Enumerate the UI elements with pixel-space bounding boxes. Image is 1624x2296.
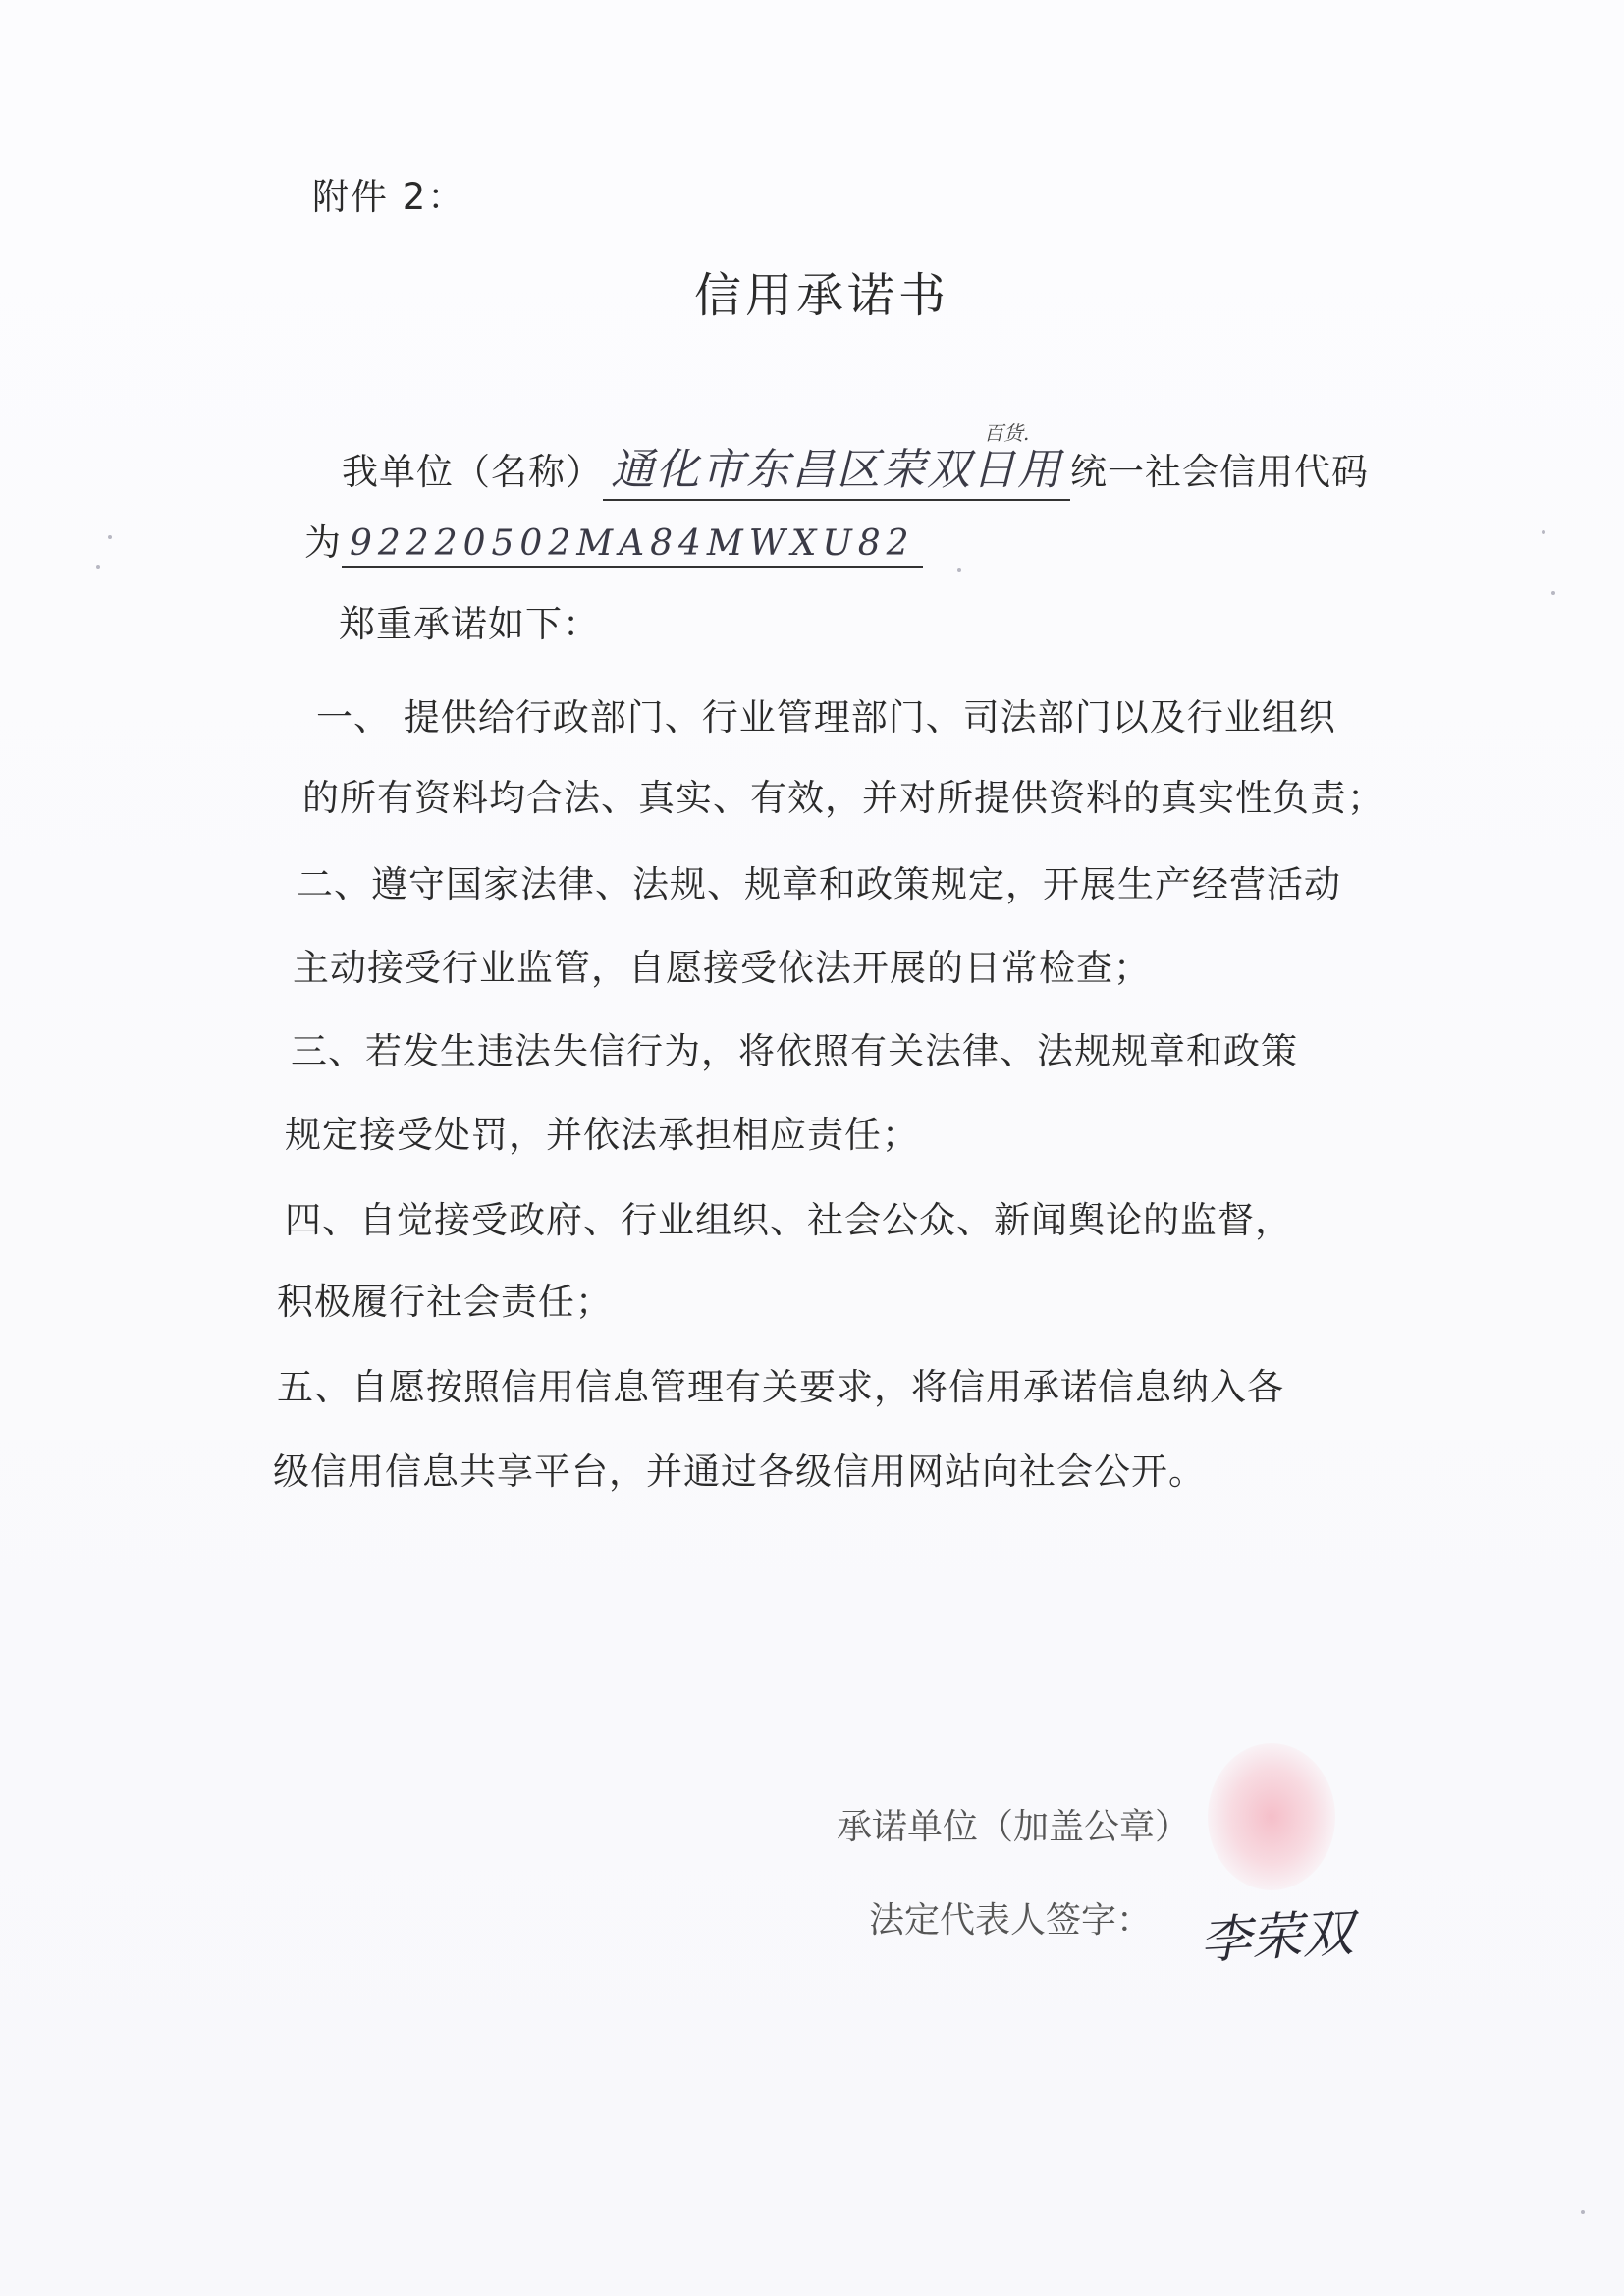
item-4-line-2: 积极履行社会责任； [277, 1281, 613, 1323]
solemn-line: 郑重承诺如下： [339, 603, 600, 645]
attachment-label: 附件 2： [312, 176, 466, 218]
scan-speck [1581, 2210, 1585, 2214]
intro-line [342, 434, 1369, 501]
intro-prefix: 我单位（名称） [342, 451, 603, 493]
scan-speck [957, 568, 961, 572]
item-1-line-1: 一、 提供给行政部门、行业管理部门、司法部门以及行业组织 [316, 696, 1336, 738]
scan-speck [108, 535, 112, 539]
item-3-line-1: 三、若发生违法失信行为，将依照有关法律、法规规章和政策 [291, 1030, 1298, 1072]
item-2-line-1: 二、遵守国家法律、法规、规章和政策规定，开展生产经营活动 [297, 863, 1341, 905]
legal-rep-label: 法定代表人签字： [869, 1900, 1153, 1941]
legal-rep-signature: 李荣双 [1198, 1903, 1355, 1972]
item-3-line-2: 规定接受处罚，并依法承担相应责任； [285, 1114, 919, 1156]
item-2-line-2: 主动接受行业监管，自愿接受依法开展的日常检查； [293, 947, 1151, 989]
code-prefix: 为 [304, 521, 342, 564]
unit-name-superscript: 百货. [984, 421, 1030, 445]
item-1-line-2: 的所有资料均合法、真实、有效，并对所提供资料的真实性负责； [302, 777, 1384, 819]
item-5-line-2: 级信用信息共享平台，并通过各级信用网站向社会公开。 [273, 1450, 1206, 1493]
unit-name-handwritten: 通化市东昌区荣双日用 [603, 434, 1070, 501]
scan-speck [1551, 591, 1555, 595]
credit-code-line [304, 513, 923, 568]
document-title: 信用承诺书 [693, 268, 949, 323]
official-seal [1208, 1743, 1335, 1890]
scan-speck [96, 565, 100, 569]
item-5-line-1: 五、自愿按照信用信息管理有关要求，将信用承诺信息纳入各 [277, 1366, 1284, 1408]
scan-speck [1542, 530, 1545, 534]
item-4-line-1: 四、自觉接受政府、行业组织、社会公众、新闻舆论的监督， [285, 1199, 1292, 1241]
credit-code-handwritten: 92220502MA84MWXU82 [342, 523, 923, 568]
commitment-unit-label: 承诺单位（加盖公章） [837, 1807, 1191, 1847]
intro-suffix: 统一社会信用代码 [1070, 451, 1369, 493]
